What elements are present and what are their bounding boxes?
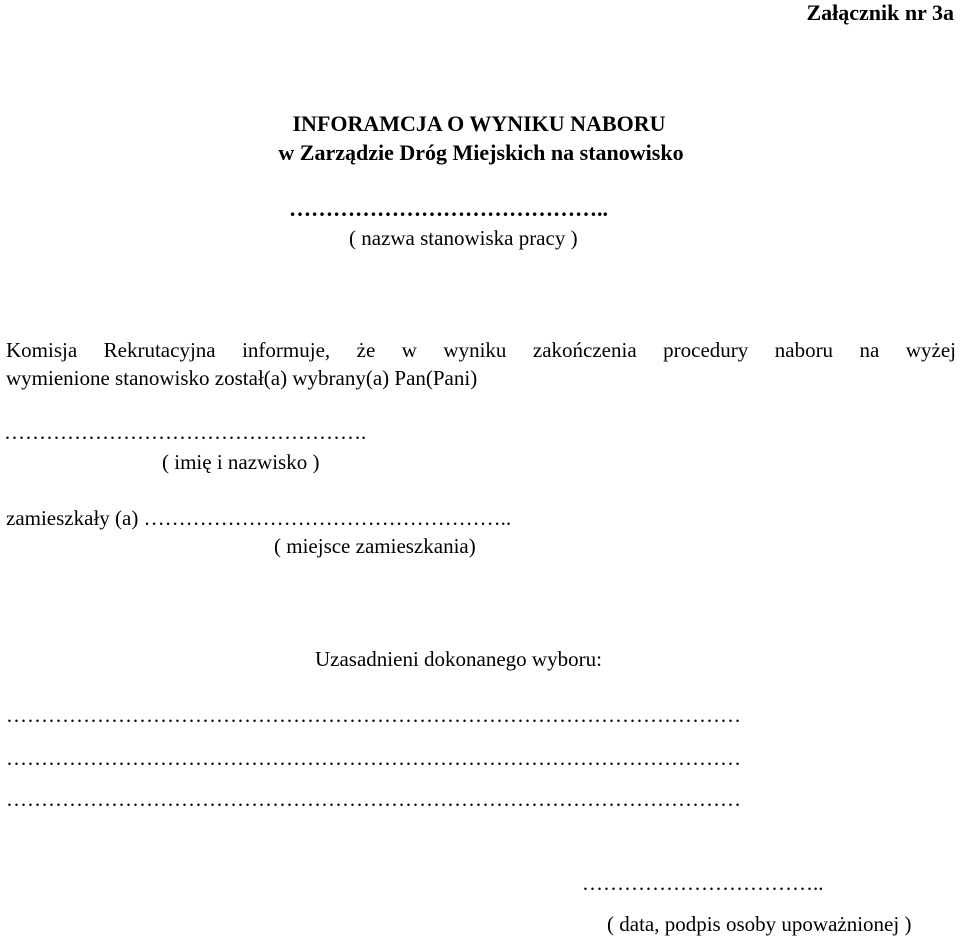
justification-heading: Uzasadnieni dokonanego wyboru: — [315, 647, 602, 671]
attachment-number: Załącznik nr 3a — [806, 0, 954, 25]
signature-caption: ( data, podpis osoby upoważnionej ) — [607, 912, 912, 936]
announcement-text-line-1: Komisja Rekrutacyjna informuje, że w wyniku zakończenia procedury naboru na wyżej — [6, 338, 956, 362]
justification-line: …………………………………………………………………………………………… — [6, 703, 741, 727]
justification-line: …………………………………………………………………………………………… — [6, 787, 741, 811]
document-title: INFORAMCJA O WYNIKU NABORU — [292, 111, 666, 136]
candidate-name-field: ……………………………………………. — [4, 420, 367, 444]
justification-line: …………………………………………………………………………………………… — [6, 746, 741, 770]
residence-caption: ( miejsce zamieszkania) — [274, 534, 476, 558]
position-name-caption: ( nazwa stanowiska pracy ) — [349, 226, 578, 250]
residence-field: zamieszkały (a) …………………………………………….. — [6, 506, 512, 530]
signature-field: …………………………….. — [582, 871, 824, 895]
announcement-text-line-2: wymienione stanowisko został(a) wybrany(a) Pan(Pani) — [6, 366, 478, 390]
position-name-field: …………………………………….. — [289, 196, 608, 221]
candidate-name-caption: ( imię i nazwisko ) — [162, 450, 320, 474]
document-subtitle: w Zarządzie Dróg Miejskich na stanowisko — [278, 140, 684, 165]
